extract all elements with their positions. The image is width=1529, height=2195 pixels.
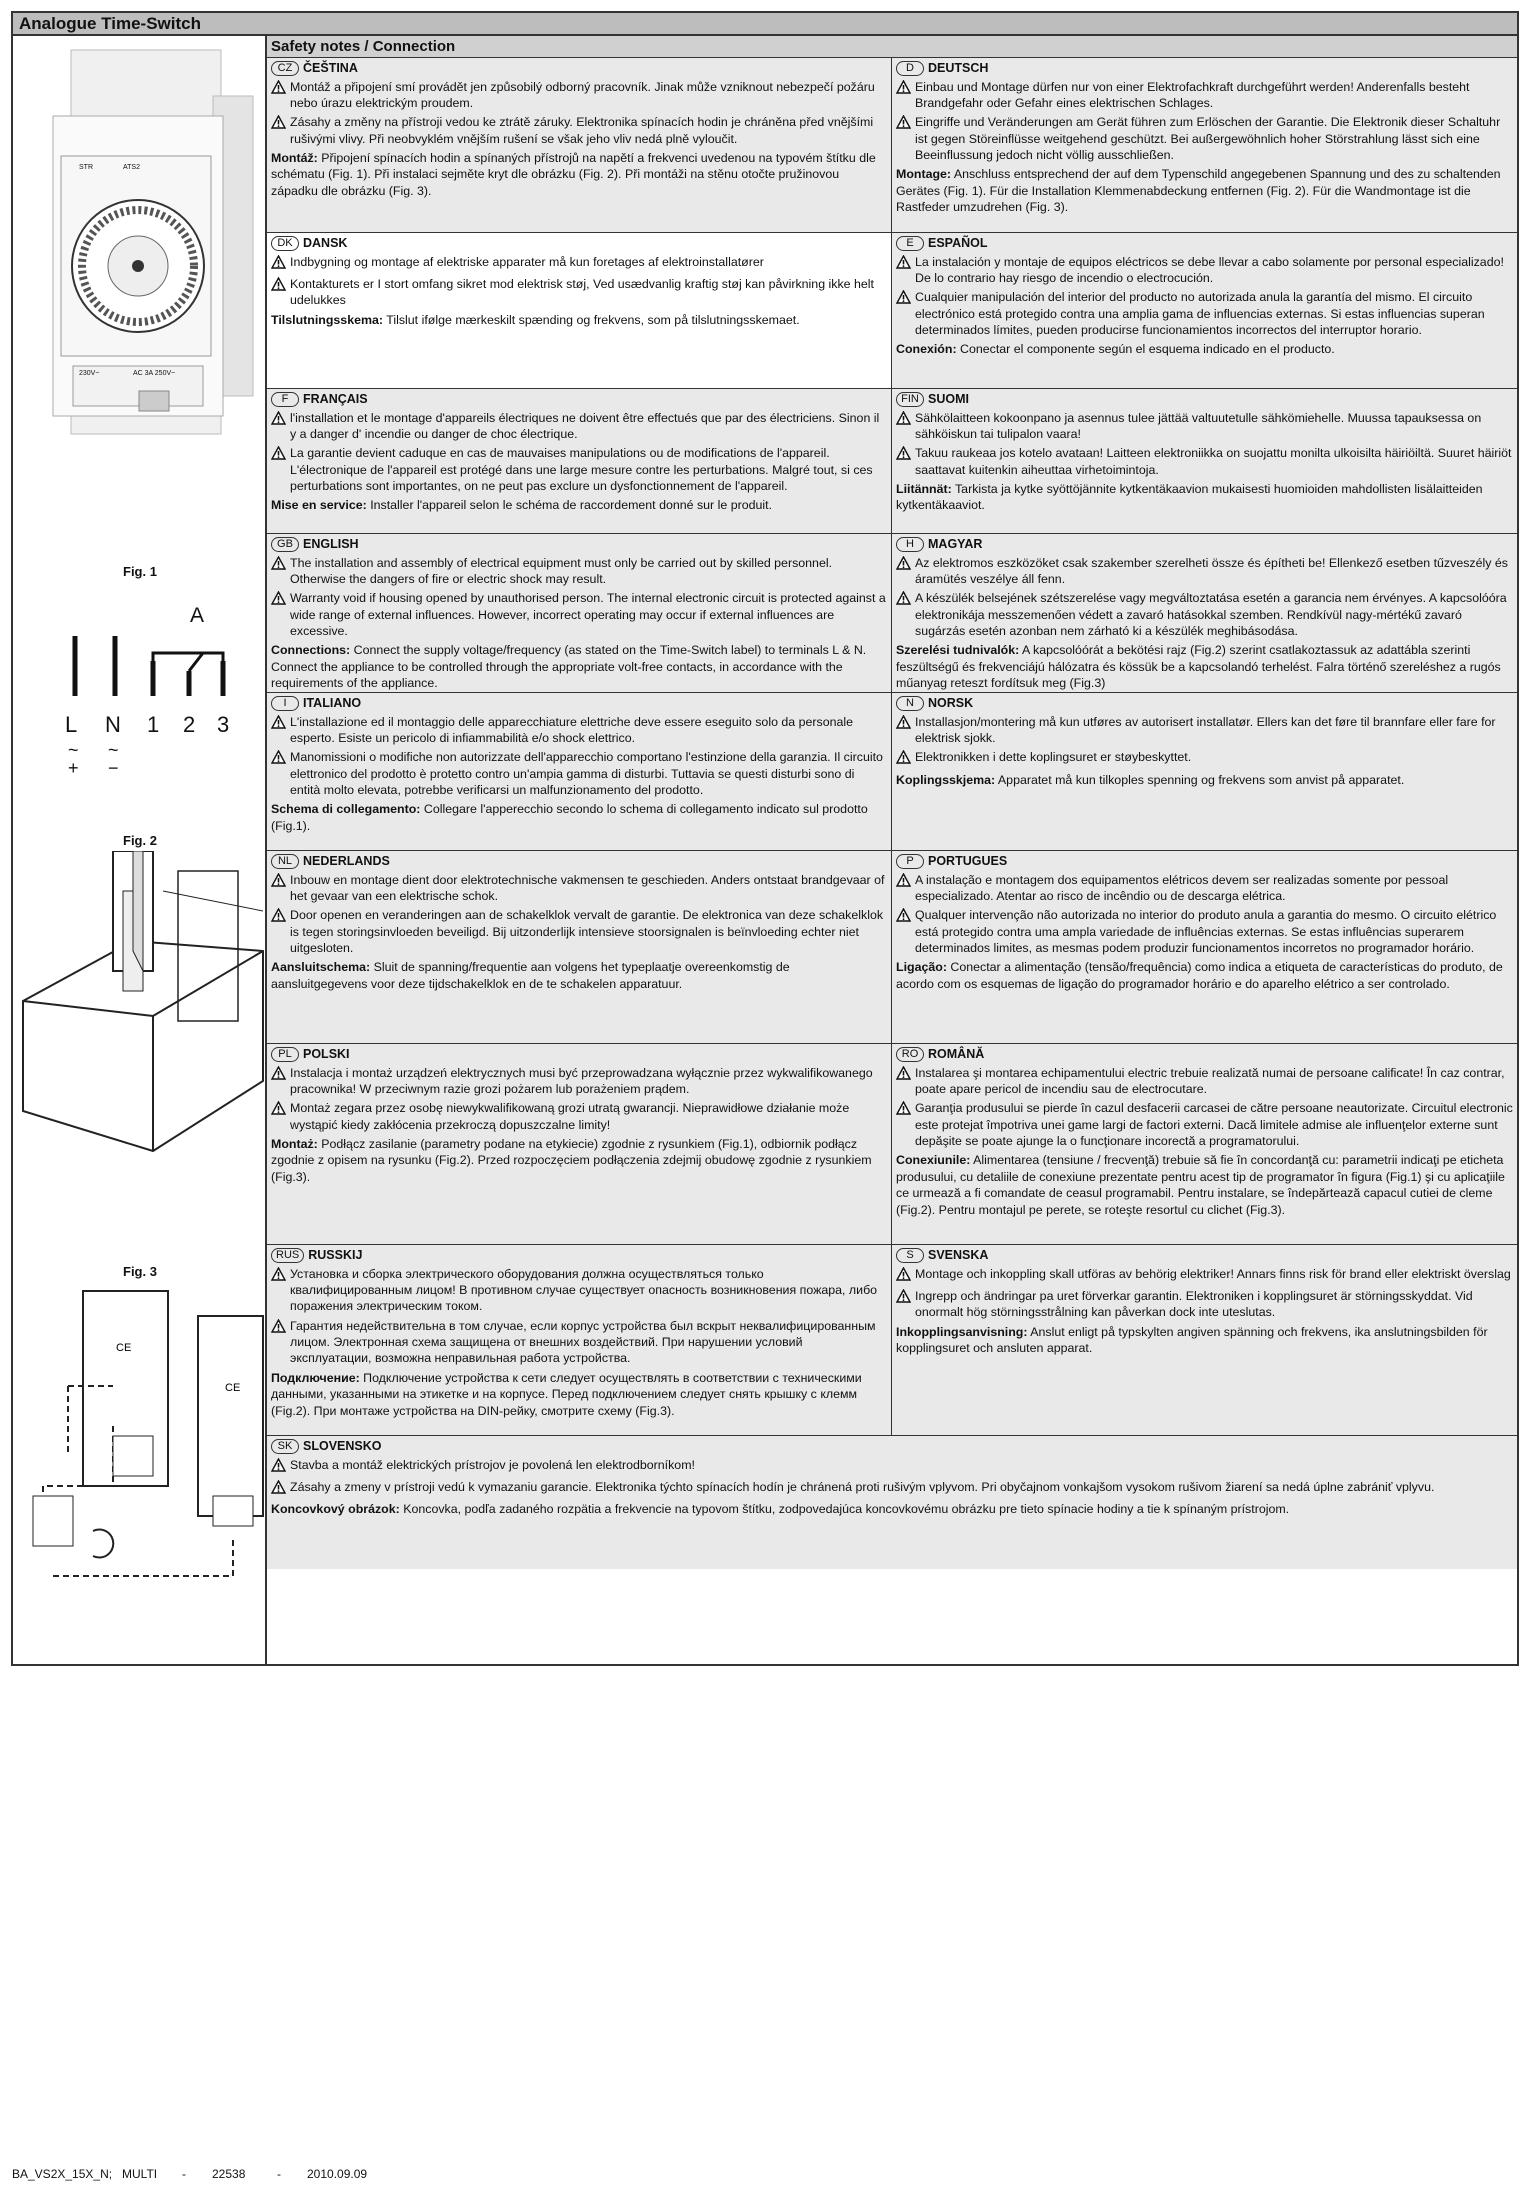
language-code-badge: FIN	[896, 392, 924, 407]
connection-label: Ligação:	[896, 960, 947, 975]
connection-note	[271, 312, 887, 328]
warning-note	[271, 590, 887, 639]
language-header	[271, 1247, 887, 1264]
warning-triangle-icon	[896, 1100, 911, 1149]
language-header	[896, 391, 1513, 408]
connection-label: Szerelési tudnivalók:	[896, 643, 1020, 658]
language-section-e	[892, 233, 1517, 388]
connection-note	[271, 1370, 887, 1419]
fig1-label: Fig. 1	[123, 564, 157, 579]
warning-text: La instalación y montaje de equipos eléctricos se debe llevar a cabo solamente por personal especializado! De lo contrario hay riesgo de incendio o electrocución.	[915, 254, 1504, 285]
language-name: ENGLISH	[303, 537, 359, 551]
language-name: ESPAÑOL	[928, 236, 988, 250]
warning-note	[896, 410, 1513, 443]
warning-triangle-icon	[271, 79, 286, 112]
footer-number: 22538	[212, 2167, 246, 2181]
warning-text: Instalacja i montaż urządzeń elektrycznych musi być przeprowadzana wyłącznie przez wykwalifikowanego pracownika! W przeciwnym razie grozi pożarem lub porażeniem prądem.	[290, 1065, 873, 1096]
warning-text: Гарантия недействительна в том случае, если корпус устройства был вскрыт неквалифицированным лицом. Электронная схема защищена от внешних воздействий. При нарушении условий эксплуатации, возможна неправильная работа устройства.	[290, 1318, 876, 1366]
footer-doc-code: BA_VS2X_15X_N;	[12, 2167, 113, 2181]
warning-note	[896, 114, 1513, 163]
language-name: SLOVENSKO	[303, 1439, 382, 1453]
language-section-nl	[267, 851, 892, 1043]
connection-note	[271, 801, 887, 834]
warning-note	[271, 1318, 887, 1367]
warning-note	[896, 555, 1513, 588]
language-header	[896, 536, 1513, 553]
warning-note	[896, 872, 1513, 905]
fig2-cover-removal-drawing	[13, 851, 265, 1281]
language-header	[271, 536, 887, 553]
warning-note	[271, 79, 887, 112]
warning-text: La garantie devient caduque en cas de mauvaises manipulations ou de modifications de l'appareil. L'électronique de l'appareil est protégé dans une large mesure contre les perturbations. Malgré tout, si ces perturbations sont importantes, on ne peut pas exclure un dysfonctionnement de l'appareil.	[290, 446, 873, 493]
warning-note	[271, 1457, 1513, 1476]
connection-note	[271, 497, 887, 513]
language-section-dk	[267, 233, 892, 388]
language-code-badge: SK	[271, 1439, 299, 1454]
warning-text: Sähkölaitteen kokoonpano ja asennus tulee jättää valtuutetulle sähkömiehelle. Muussa tapauksessa on sähköiskun tai tulipalon vaara!	[915, 410, 1482, 441]
connection-text: Conectar a alimentação (tensão/frequência) como indica a etiqueta de características do produto, de acordo com os esquemas de ligação do programador horário e do aparelho elétrico a ser controlado.	[896, 960, 1503, 991]
language-name: DEUTSCH	[928, 61, 989, 75]
warning-text: Inbouw en montage dient door elektrotechnische vakmensen te geschieden. Anders ontstaat brandgevaar of het gevaar van een elektrische schok.	[290, 872, 885, 903]
connection-note	[896, 481, 1513, 514]
connection-text: Anslut enligt på typskylten angiven spänning och frekvens, ika anslutningsbilden för kopplingsuret och ansluten apparat.	[896, 1324, 1488, 1355]
language-section-s	[892, 1245, 1517, 1435]
warning-triangle-icon	[271, 872, 286, 905]
connection-label: Aansluitschema:	[271, 960, 371, 975]
language-header	[896, 1046, 1513, 1063]
device-label-voltage: 230V~	[79, 370, 100, 377]
language-name: DANSK	[303, 236, 348, 250]
warning-text: Takuu raukeaa jos kotelo avataan! Laitteen elektroniikka on suojattu monilta ulkoisilta häiriöiltä. Suuret häiriöt saattavat kuitenkin aiheuttaa virhetoimintoja.	[915, 446, 1512, 477]
warning-text: Installasjon/montering må kun utføres av autorisert installatør. Ellers kan det føre til brannfare eller fare for elektrisk sjokk.	[915, 714, 1496, 745]
language-code-badge: S	[896, 1248, 924, 1263]
warning-text: Az elektromos eszközöket csak szakember szerelheti össze és építheti be! Ellenkező esetben tűzveszély és áramütés veszélye áll fenn.	[915, 555, 1508, 586]
wiring-label-a: A	[190, 604, 205, 627]
warning-text: Cualquier manipulación del interior del producto no autorizada anula la garantía del mismo. El circuito electrónico está protegido contra una amplia gama de influencias externas. Si estas influencias superan determinados límites, pueden producirse funcionamientos incorrectos del interruptor horario.	[915, 290, 1485, 337]
warning-note	[896, 254, 1513, 287]
connection-note	[271, 150, 887, 199]
language-name: NEDERLANDS	[303, 854, 390, 868]
footer-date: 2010.09.09	[307, 2167, 368, 2181]
language-section-h	[892, 534, 1517, 692]
warning-text: A készülék belsejének szétszerelése vagy megváltoztatása esetén a garancia nem érvényes. A kapcsolóóra elektronikája messzemenően védett a zavaró hatásokkal szemben. Rendkívül nagy-mértékű zavaró sugárzás esetén azonban nem zárható ki a készülék meghibásodása.	[915, 591, 1507, 638]
polarity-tilde-l: ~	[68, 740, 79, 760]
warning-triangle-icon	[271, 410, 286, 443]
language-name: FRANÇAIS	[303, 392, 368, 406]
warning-text: Установка и сборка электрического оборудования должна осуществляться только квалифицированным лицом! В противном случае существует опасность возникновения пожара, либо поражения электрическим током.	[290, 1266, 878, 1314]
time-switch-device-image	[13, 36, 265, 456]
warning-note	[271, 254, 887, 273]
warning-text: The installation and assembly of electrical equipment must only be carried out by skilled personnel. Otherwise the dangers of fire or electric shock may result.	[290, 555, 833, 586]
warning-triangle-icon	[896, 555, 911, 588]
warning-triangle-icon	[896, 254, 911, 287]
language-header	[896, 695, 1513, 712]
safety-notes-heading: Safety notes / Connection	[267, 36, 1517, 58]
language-name: ČEŠTINA	[303, 61, 358, 75]
terminal-n: N	[105, 712, 121, 737]
warning-note	[896, 590, 1513, 639]
wiring-diagram	[53, 591, 253, 711]
warning-note	[271, 907, 887, 956]
warning-text: A instalação e montagem dos equipamentos elétricos devem ser realizadas somente por pessoal especializado. Atentar ao risco de incêndio ou de descarga elétrica.	[915, 872, 1449, 903]
fig3-wall-mounting-drawing	[13, 1286, 265, 1586]
footer-separator: -	[277, 2167, 281, 2181]
warning-note	[271, 714, 887, 747]
language-header	[896, 235, 1513, 252]
connection-note	[896, 166, 1513, 215]
polarity-plus: +	[68, 758, 79, 778]
warning-note	[271, 872, 887, 905]
language-row	[267, 534, 1517, 693]
language-header	[271, 853, 887, 870]
warning-triangle-icon	[271, 1457, 286, 1476]
footer-language: MULTI	[122, 2167, 158, 2181]
warning-text: Elektronikken i dette koplingsuret er støybeskyttet.	[915, 750, 1192, 765]
warning-text: Stavba a montáž elektrických prístrojov je povolená len elektrodborníkom!	[290, 1457, 695, 1472]
warning-triangle-icon	[896, 445, 911, 478]
connection-text: Koncovka, podľa zadaného rozpätia a frekvencie na typovom štítku, zodpovedajúca koncovkovému obrázku pre tieto spínacie hodiny a tie k spínaným prístrojom.	[399, 1502, 1290, 1517]
warning-text: Manomissioni o modifiche non autorizzate dell'apparecchio comportano l'estinzione della garanzia. Il circuito elettronico del prodotto è protetto contro un'ampia gamma di disturbi. Tuttavia se questi disturbi sono di entità molto elevata, potrebbe verificarsi un malfunzionamento del prodotto.	[290, 750, 883, 797]
warning-triangle-icon	[896, 79, 911, 112]
warning-text: Einbau und Montage dürfen nur von einer Elektrofachkraft durchgeführt werden! Anderenfalls besteht Brandgefahr oder Gefahr eines elektrischen Schlages.	[915, 79, 1470, 110]
warning-note	[271, 410, 887, 443]
warning-triangle-icon	[896, 1065, 911, 1098]
language-name: POLSKI	[303, 1047, 350, 1061]
warning-text: Instalarea şi montarea echipamentului electric trebuie realizată numai de persoane calificate! În caz contrar, poate apare pericol de incendiu sau de electrocutare.	[915, 1065, 1505, 1096]
terminal-3: 3	[217, 712, 230, 737]
language-row	[267, 58, 1517, 233]
language-header	[271, 1046, 887, 1063]
connection-label: Conexiunile:	[896, 1153, 971, 1168]
language-section-rus	[267, 1245, 892, 1435]
warning-triangle-icon	[271, 1266, 286, 1315]
language-row	[267, 1044, 1517, 1245]
language-row	[267, 389, 1517, 534]
warning-note	[271, 749, 887, 798]
safety-notes-column	[267, 36, 1517, 1664]
language-grid	[267, 58, 1517, 1569]
warning-text: Montaż zegara przez osobę niewykwalifikowaną grozi utratą gwarancji. Nieprawidłowe działanie może wystąpić kiedy zakłócenia przekroczą dopuszczalne limity!	[290, 1101, 850, 1132]
warning-triangle-icon	[271, 1100, 286, 1133]
language-header	[271, 695, 887, 712]
warning-note	[896, 1065, 1513, 1098]
connection-text: Apparatet må kun tilkoples spenning og frekvens som anvist på apparatet.	[995, 772, 1405, 787]
connection-label: Подключение:	[271, 1370, 360, 1385]
warning-triangle-icon	[896, 289, 911, 338]
language-code-badge: DK	[271, 236, 299, 251]
connection-text: Alimentarea (tensiune / frecvenţă) trebuie să fie în concordanţă cu: parametrii indicaţi pe eticheta produsului, cu detaliile de conexiune prezentate pentru acest tip de programator în figura (Fig.1) şi cu aplicaţiile ce urmează a fi comandate de ceasul programabil. Pentru instalare, se îndepărtează capacul cutiei de cleme (Fig.2). Pentru montajul pe perete, se roteşte resortul cu clichet (Fig.3).	[896, 1153, 1505, 1217]
polarity-minus: −	[108, 758, 119, 778]
language-header	[271, 1438, 1513, 1455]
language-name: RUSSKIJ	[308, 1248, 363, 1262]
figures-column	[13, 36, 267, 1664]
language-section-f	[267, 389, 892, 533]
fig3-label: Fig. 3	[123, 1264, 157, 1279]
warning-triangle-icon	[271, 907, 286, 956]
language-code-badge: N	[896, 696, 924, 711]
warning-text: Indbygning og montage af elektriske apparater må kun foretages af elektroinstallatører	[290, 254, 764, 269]
warning-triangle-icon	[271, 445, 286, 494]
language-name: MAGYAR	[928, 537, 983, 551]
warning-text: L'installazione ed il montaggio delle apparecchiature elettriche deve essere eseguito solo da personale esperto. Esiste un pericolo di infiammabilità e/o shock elettrico.	[290, 714, 854, 745]
warning-text: Montáž a připojení smí provádět jen způsobilý odborný pracovník. Jinak může vzniknout nebezpečí požáru nebo úrazu elektrickým proudem.	[290, 79, 875, 110]
language-name: NORSK	[928, 696, 974, 710]
warning-triangle-icon	[896, 872, 911, 905]
connection-note	[896, 959, 1513, 992]
connection-label: Mise en service:	[271, 498, 367, 513]
connection-label: Schema di collegamento:	[271, 802, 421, 817]
language-section-i	[267, 693, 892, 850]
language-name: PORTUGUES	[928, 854, 1008, 868]
connection-label: Tilslutningsskema:	[271, 312, 384, 327]
connection-text: Connect the supply voltage/frequency (as stated on the Time-Switch label) to terminals L & N. Connect the appliance to be controlled through the appropriate volt-free contacts, in accordance with the requirements of the appliance.	[271, 643, 867, 691]
polarity-tilde-n: ~	[108, 740, 119, 760]
language-code-badge: RUS	[271, 1248, 304, 1263]
warning-triangle-icon	[271, 114, 286, 147]
language-code-badge: H	[896, 537, 924, 552]
terminal-2: 2	[183, 712, 196, 737]
language-name: ROMÂNĂ	[928, 1047, 985, 1061]
connection-text: Sluit de spanning/frequentie aan volgens het typeplaatje overeenkomstig de aansluitgegevens voor deze tijdschakelklok en de te schakelen apparatuur.	[271, 960, 790, 991]
connection-label: Koncovkový obrázok:	[271, 1502, 400, 1517]
language-row	[267, 1245, 1517, 1436]
connection-note	[896, 1152, 1513, 1218]
language-code-badge: GB	[271, 537, 299, 552]
language-code-badge: I	[271, 696, 299, 711]
connection-label: Montáž:	[271, 151, 318, 165]
document-footer	[12, 2167, 367, 2181]
warning-note	[271, 1100, 887, 1133]
warning-triangle-icon	[896, 1288, 911, 1321]
language-code-badge: CZ	[271, 61, 299, 76]
document-frame	[11, 11, 1519, 1666]
warning-triangle-icon	[896, 907, 911, 956]
language-header	[896, 60, 1513, 77]
language-header	[896, 853, 1513, 870]
warning-text: Qualquer intervenção não autorizada no interior do produto anula a garantia do mesmo. O circuito elétrico está protegido contra uma ampla variedade de influências externas. Se estas influências superarem determinados limites, as mesmas podem produzir funcionamentos incorretos no programador horário.	[915, 908, 1497, 955]
warning-triangle-icon	[896, 590, 911, 639]
warning-triangle-icon	[271, 276, 286, 309]
warning-text: Zásahy a zmeny v prístroji vedú k vymazaniu garancie. Elektronika týchto spínacích hodín je chránená proti rušivým vplyvom. Pri obyčajnom vonkajšom vysokom rušivom žiarení sa nedá úplne zabrániť vplyvu.	[290, 1479, 1435, 1494]
warning-text: Eingriffe und Veränderungen am Gerät führen zum Erlöschen der Garantie. Die Elektronik dieser Schaltuhr ist gegen Störeinflüsse weitgehend geschützt. Bei außergewöhnlich hoher Störstrahlung lässt sich eine Beeinflussung jedoch nicht völlig ausschließen.	[915, 115, 1501, 162]
warning-triangle-icon	[271, 714, 286, 747]
connection-text: Tarkista ja kytke syöttöjännite kytkentäkaavion mukaisesti huomioiden mahdollisten lisälaitteiden kytkentäkaaviot.	[896, 482, 1483, 513]
connection-text: Installer l'appareil selon le schéma de raccordement donné sur le produit.	[366, 498, 773, 513]
warning-text: Ingrepp och ändringar pa uret förverkar garantin. Elektroniken i kopplingsuret är störningsskyddat. Vid onormalt hög störningsstrålning kan påverkan dock inte uteslutas.	[915, 1288, 1473, 1320]
connection-label: Montaż:	[271, 1137, 318, 1151]
language-row	[267, 693, 1517, 851]
connection-text: Podłącz zasilanie (parametry podane na etykiecie) zgodnie z rysunkiem (Fig.1), odbiornik podłącz zgodnie z opisem na rysunku (Fig.2). Przed rozpoczęciem podłączenia zdejmij obudowę zgodnie z rysunkiem (Fig.3).	[271, 1137, 872, 1184]
language-code-badge: NL	[271, 854, 299, 869]
warning-note	[896, 714, 1513, 747]
warning-note	[271, 1065, 887, 1098]
warning-text: Zásahy a změny na přístroji vedou ke ztrátě záruky. Elektronika spínacích hodin je chráněna před vnějšími rušivými vlivy. Při neobvyklém vnějším rušení se však jeho vliv nedá plně vyloučit.	[290, 115, 874, 146]
language-section-d	[892, 58, 1517, 232]
language-code-badge: F	[271, 392, 299, 407]
language-section-fin	[892, 389, 1517, 533]
connection-note	[896, 772, 1513, 788]
warning-triangle-icon	[271, 590, 286, 639]
svg-text:CE: CE	[116, 1342, 132, 1354]
warning-note	[271, 114, 887, 147]
connection-label: Inkopplingsanvisning:	[896, 1324, 1028, 1339]
warning-note	[271, 445, 887, 494]
language-section-p	[892, 851, 1517, 1043]
connection-label: Conexión:	[896, 342, 957, 357]
language-header	[271, 235, 887, 252]
warning-triangle-icon	[271, 749, 286, 798]
connection-label: Koplingsskjema:	[896, 772, 996, 787]
fig2-label: Fig. 2	[123, 833, 157, 848]
connection-note	[896, 642, 1513, 691]
language-section-sk	[267, 1436, 1517, 1569]
language-name: SVENSKA	[928, 1248, 989, 1262]
language-row	[267, 233, 1517, 389]
language-name: SUOMI	[928, 392, 969, 406]
warning-triangle-icon	[896, 1266, 911, 1285]
language-code-badge: E	[896, 236, 924, 251]
connection-note	[896, 1324, 1513, 1357]
warning-triangle-icon	[896, 114, 911, 163]
connection-note	[271, 1501, 1513, 1517]
connection-text: Подключение устройства к сети следует осуществлять в соответствии с техническими данными, указанными на этикетке и на корпусе. Перед подключением следует снять крышку с клемм (Fig.2). При монтаже устройства на DIN-рейку, смотрите схему (Fig.3).	[271, 1370, 862, 1418]
connection-note	[271, 959, 887, 992]
connection-text: A kapcsolóórát a bekötési rajz (Fig.2) szerint csatlakoztassuk az adattábla szerinti feszültségű és frekvenciájú hálózatra és kössük be a kapcsolandó terhelést. Falra történő szereléshez a rugós műanyag reteszt fordítsuk meg (Fig.3)	[896, 643, 1501, 691]
warning-note	[896, 749, 1513, 768]
language-row	[267, 851, 1517, 1044]
language-code-badge: RO	[896, 1047, 924, 1062]
connection-note	[896, 341, 1513, 357]
warning-note	[271, 276, 887, 309]
warning-text: l'installation et le montage d'appareils électriques ne doivent être effectués que par des électriciens. Sinon il y a danger d' incendie ou danger de choc électrique.	[290, 410, 880, 441]
warning-note	[896, 1266, 1513, 1285]
warning-note	[896, 445, 1513, 478]
warning-triangle-icon	[271, 1065, 286, 1098]
warning-triangle-icon	[896, 749, 911, 768]
language-section-ro	[892, 1044, 1517, 1244]
connection-note	[271, 1136, 887, 1185]
connection-label: Liitännät:	[896, 482, 952, 496]
warning-triangle-icon	[271, 555, 286, 588]
language-code-badge: P	[896, 854, 924, 869]
language-code-badge: D	[896, 61, 924, 76]
warning-text: Montage och inkoppling skall utföras av behörig elektriker! Annars finns risk för brand eller elektriskt överslag	[915, 1266, 1511, 1281]
device-label-left: STR	[79, 164, 93, 171]
language-section-gb	[267, 534, 892, 692]
language-header	[896, 1247, 1513, 1264]
connection-note	[271, 642, 887, 691]
language-name: ITALIANO	[303, 696, 362, 710]
language-section-n	[892, 693, 1517, 850]
connection-text: Připojení spínacích hodin a spínaných přístrojů na napětí a frekvenci uvedenou na typovém štítku dle schématu (Fig. 1). Při instalaci sejměte kryt dle obrázku (Fig. 2). Při montáži na stěnu otočte pružinovou západku dle obrázku (Fig. 3).	[271, 151, 876, 198]
language-section-pl	[267, 1044, 892, 1244]
connection-text: Collegare l'apperecchio secondo lo schema di collegamento indicato sul prodotto (Fig.1).	[271, 802, 868, 833]
warning-triangle-icon	[271, 1479, 286, 1498]
terminal-1: 1	[147, 712, 160, 737]
warning-triangle-icon	[896, 714, 911, 747]
document-title: Analogue Time-Switch	[13, 13, 1517, 36]
warning-triangle-icon	[271, 1318, 286, 1367]
warning-text: Kontakturets er I stort omfang sikret mod elektrisk støj, Ved usædvanlig kraftig støj kan påvirkning ikke helt udelukkes	[290, 276, 874, 308]
language-section-cz	[267, 58, 892, 232]
warning-text: Warranty void if housing opened by unauthorised person. The internal electronic circuit is protected against a wide range of external influences. However, incorrect operating may occur if external influences are excessive.	[290, 591, 886, 638]
warning-note	[896, 1288, 1513, 1321]
language-header	[271, 391, 887, 408]
warning-triangle-icon	[271, 254, 286, 273]
connection-text: Anschluss entsprechend der auf dem Typenschild angegebenen Spannung und des zu schaltenden Gerätes (Fig. 1). Für die Installation Klemmenabdeckung entfernen (Fig. 2). Für die Wandmontage ist die Rastfeder umzudrehen (Fig. 3).	[896, 167, 1501, 215]
warning-text: Door openen en veranderingen aan de schakelklok vervalt de garantie. De elektronica van deze schakelklok is tegen storingsinvloeden beveiligd. Bij uitzonderlijk intensieve stoorsignalen is beïnvloeding echter niet uitgesloten.	[290, 908, 884, 955]
connection-label: Montage:	[896, 167, 952, 182]
warning-note	[896, 1100, 1513, 1149]
device-label-right: ATS2	[123, 164, 140, 171]
connection-label: Connections:	[271, 643, 351, 658]
warning-note	[271, 555, 887, 588]
footer-separator: -	[182, 2167, 186, 2181]
warning-note	[896, 289, 1513, 338]
warning-note	[271, 1479, 1513, 1498]
connection-text: Tilslut ifølge mærkeskilt spænding og frekvens, som på tilslutningsskemaet.	[383, 312, 800, 327]
warning-text: Garanţia produsului se pierde în cazul desfacerii carcasei de către persoane neautorizate. Circuitul electronic este protejat împotriva unei game largi de factori externi. Dacă limitele admise ale influenţelor externe sunt depăşite se poate ajunge la o funcţionare incorectă a programatorului.	[915, 1101, 1513, 1148]
language-code-badge: PL	[271, 1047, 299, 1062]
terminal-l: L	[65, 712, 78, 737]
warning-note	[896, 907, 1513, 956]
warning-note	[896, 79, 1513, 112]
device-label-rating: AC 3A 250V~	[133, 370, 176, 377]
warning-triangle-icon	[896, 410, 911, 443]
connection-text: Conectar el componente según el esquema indicado en el producto.	[956, 342, 1335, 357]
language-header	[271, 60, 887, 77]
warning-note	[271, 1266, 887, 1315]
svg-text:CE: CE	[225, 1382, 241, 1394]
